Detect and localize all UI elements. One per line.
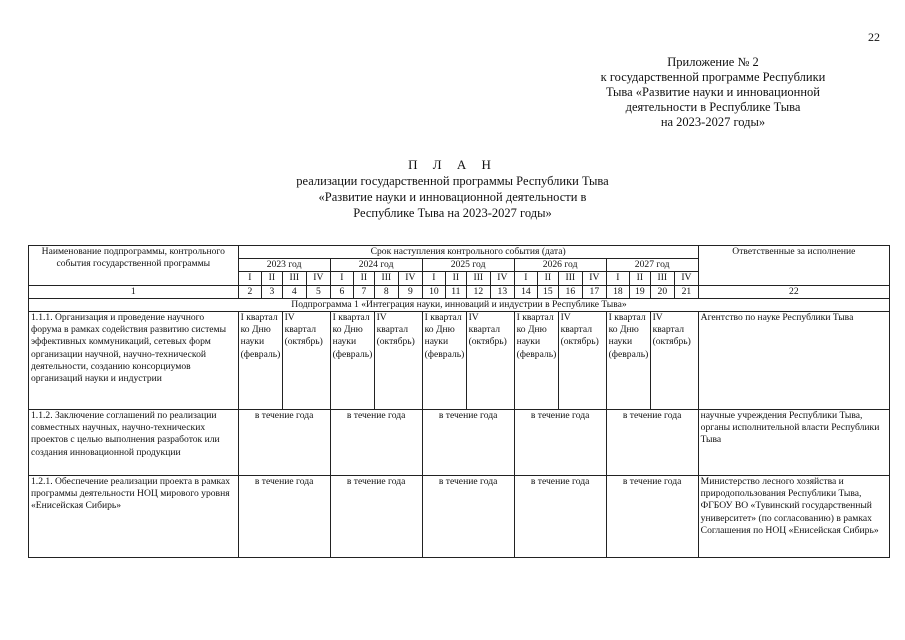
responsible: Агентство по науке Республики Тыва (698, 312, 889, 410)
column-number: 11 (446, 285, 466, 298)
header-year: 2027 год (606, 259, 698, 272)
header-quarter: I (514, 272, 538, 285)
plan-title: П Л А Н (408, 157, 497, 172)
quarter-deadline: IV квартал (октябрь) (374, 312, 422, 410)
plan-subtitle-line: Республике Тыва на 2023-2027 годы» (353, 206, 552, 220)
header-deadline: Срок наступления контрольного события (дата) (238, 246, 698, 259)
header-quarter: II (354, 272, 374, 285)
subprogram-title: Подпрограмма 1 «Интеграция науки, инноваций и индустрии в Республике Тыва» (29, 298, 890, 311)
appendix-line: деятельности в Республике Тыва (625, 100, 801, 114)
column-number: 20 (650, 285, 675, 298)
column-number: 18 (606, 285, 630, 298)
header-quarter: IV (307, 272, 331, 285)
year-deadline: в течение года (514, 410, 606, 476)
column-number: 15 (538, 285, 558, 298)
header-year: 2026 год (514, 259, 606, 272)
quarter-deadline: I квартал ко Дню науки (февраль) (422, 312, 466, 410)
quarter-deadline: I квартал ко Дню науки (февраль) (238, 312, 282, 410)
column-number: 16 (558, 285, 583, 298)
plan-table (28, 245, 890, 558)
column-number: 12 (466, 285, 491, 298)
header-quarter: II (630, 272, 650, 285)
quarter-deadline: IV квартал (октябрь) (558, 312, 606, 410)
header-quarter: II (538, 272, 558, 285)
header-quarter: III (558, 272, 583, 285)
responsible: научные учреждения Республики Тыва, органы исполнительной власти Республики Тыва (698, 410, 889, 476)
column-number: 7 (354, 285, 374, 298)
header-year: 2023 год (238, 259, 330, 272)
column-number: 17 (583, 285, 607, 298)
column-number: 10 (422, 285, 446, 298)
column-number: 3 (262, 285, 282, 298)
appendix-line: Приложение № 2 (667, 55, 759, 69)
quarter-deadline: I квартал ко Дню науки (февраль) (606, 312, 650, 410)
header-quarter: II (446, 272, 466, 285)
header-quarter: III (650, 272, 675, 285)
column-number: 8 (374, 285, 399, 298)
column-number: 22 (698, 285, 889, 298)
header-quarter: I (422, 272, 446, 285)
column-number: 19 (630, 285, 650, 298)
year-deadline: в течение года (514, 476, 606, 558)
year-deadline: в течение года (238, 476, 330, 558)
column-number: 9 (399, 285, 423, 298)
header-name-column: Наименование подпрограммы, контрольного события государственной программы (29, 246, 239, 286)
event-name: 1.2.1. Обеспечение реализации проекта в рамках программы деятельности НОЦ мирового уровня «Енисейская Сибирь» (29, 476, 239, 558)
event-name: 1.1.1. Организация и проведение научного форума в рамках содействия развитию системы эффективных коммуникаций, сетевых форм организации научной, научно-технической деятельности, созданию консорциумов организаций науки и индустрии (29, 312, 239, 410)
quarter-deadline: IV квартал (октябрь) (282, 312, 330, 410)
column-number: 21 (675, 285, 699, 298)
header-quarter: I (238, 272, 262, 285)
year-deadline: в течение года (606, 410, 698, 476)
column-number: 13 (491, 285, 515, 298)
column-number-row (29, 285, 890, 298)
header-quarter: III (282, 272, 307, 285)
year-deadline: в течение года (606, 476, 698, 558)
appendix-line: Тыва «Развитие науки и инновационной (605, 85, 821, 99)
header-quarter: IV (675, 272, 699, 285)
event-name: 1.1.2. Заключение соглашений по реализации совместных научных, научно-технических проектов с целью выполнения разработок или создания инновационной продукции (29, 410, 239, 476)
column-number: 6 (330, 285, 354, 298)
header-year: 2024 год (330, 259, 422, 272)
column-number: 1 (29, 285, 239, 298)
responsible: Министерство лесного хозяйства и природопользования Республики Тыва, ФГБОУ ВО «Тувинский государственный университет» (по согласованию) в рамках Соглашения по НОЦ «Енисейская Сибирь» (698, 476, 889, 558)
quarter-deadline: I квартал ко Дню науки (февраль) (330, 312, 374, 410)
plan-subtitle-line: «Развитие науки и инновационной деятельности в (318, 190, 587, 204)
page-number: 22 (868, 30, 880, 44)
header-quarter: IV (583, 272, 607, 285)
appendix-line: к государственной программе Республики (600, 70, 826, 84)
table-row (29, 410, 890, 476)
header-quarter: I (606, 272, 630, 285)
plan-subtitle-line: реализации государственной программы Республики Тыва (296, 174, 609, 188)
year-deadline: в течение года (422, 476, 514, 558)
column-number: 4 (282, 285, 307, 298)
quarter-deadline: I квартал ко Дню науки (февраль) (514, 312, 558, 410)
quarter-deadline: IV квартал (октябрь) (466, 312, 514, 410)
year-deadline: в течение года (238, 410, 330, 476)
header-quarter: IV (399, 272, 423, 285)
year-deadline: в течение года (330, 476, 422, 558)
year-deadline: в течение года (330, 410, 422, 476)
subprogram-row (29, 298, 890, 311)
header-quarter: I (330, 272, 354, 285)
header-quarter: III (466, 272, 491, 285)
header-quarter: II (262, 272, 282, 285)
column-number: 5 (307, 285, 331, 298)
table-row (29, 476, 890, 558)
header-quarter: III (374, 272, 399, 285)
header-quarter: IV (491, 272, 515, 285)
year-deadline: в течение года (422, 410, 514, 476)
header-responsible: Ответственные за исполнение (698, 246, 889, 286)
column-number: 14 (514, 285, 538, 298)
header-year: 2025 год (422, 259, 514, 272)
quarter-deadline: IV квартал (октябрь) (650, 312, 698, 410)
appendix-note (563, 55, 863, 130)
table-row (29, 312, 890, 410)
column-number: 2 (238, 285, 262, 298)
appendix-line: на 2023-2027 годы» (660, 115, 766, 129)
plan-header (0, 157, 905, 221)
